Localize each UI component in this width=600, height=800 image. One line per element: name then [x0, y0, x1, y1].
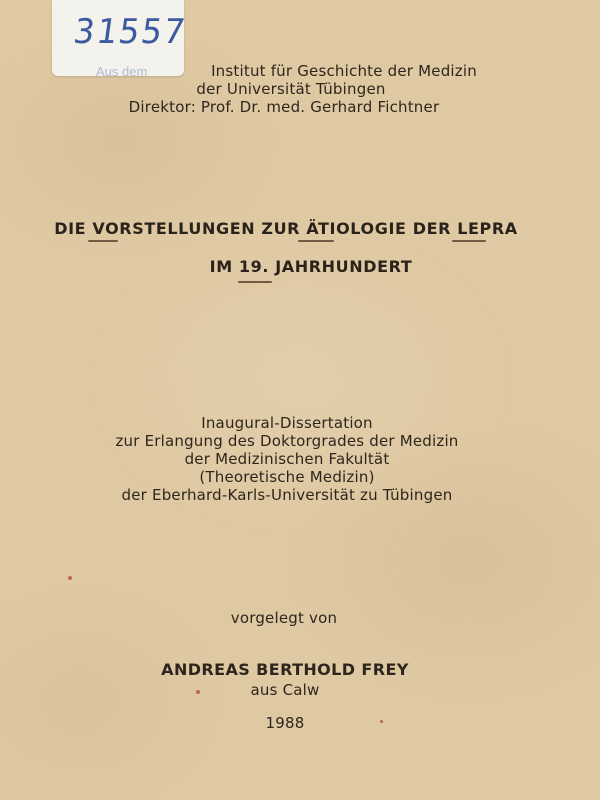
description-line: der Eberhard-Karls-Universität zu Tübingen [121, 486, 453, 504]
description-line: der Medizinischen Fakultät [184, 450, 390, 468]
pen-underline-mark [88, 240, 118, 242]
publication-year: 1988 [265, 714, 305, 732]
presented-by-label: vorgelegt von [230, 609, 338, 627]
director-line: Direktor: Prof. Dr. med. Gerhard Fichtner [128, 98, 440, 116]
pen-underline-mark [298, 240, 334, 242]
institute-header [0, 62, 600, 116]
paper-speck [196, 690, 200, 694]
description-line: (Theoretische Medizin) [199, 468, 375, 486]
dissertation-subtitle: IM 19. JAHRHUNDERT [209, 257, 413, 276]
description-line: Inaugural-Dissertation [201, 414, 373, 432]
institute-line: Institut für Geschichte der Medizin [211, 62, 477, 80]
faint-stamp-text: Aus dem [96, 64, 148, 79]
paper-speck [380, 720, 383, 723]
description-line: zur Erlangung des Doktorgrades der Medizin [115, 432, 459, 450]
pen-underline-mark [452, 240, 486, 242]
dissertation-title: DIE VORSTELLUNGEN ZUR ÄTIOLOGIE DER LEPRA [54, 219, 518, 238]
paper-speck [68, 576, 72, 580]
pen-underline-mark [238, 281, 272, 283]
university-line: der Universität Tübingen [196, 80, 386, 98]
dissertation-description [0, 414, 574, 504]
author-name: ANDREAS BERTHOLD FREY [161, 660, 409, 679]
shelf-number: 31557 [71, 12, 190, 52]
author-origin: aus Calw [250, 681, 320, 699]
